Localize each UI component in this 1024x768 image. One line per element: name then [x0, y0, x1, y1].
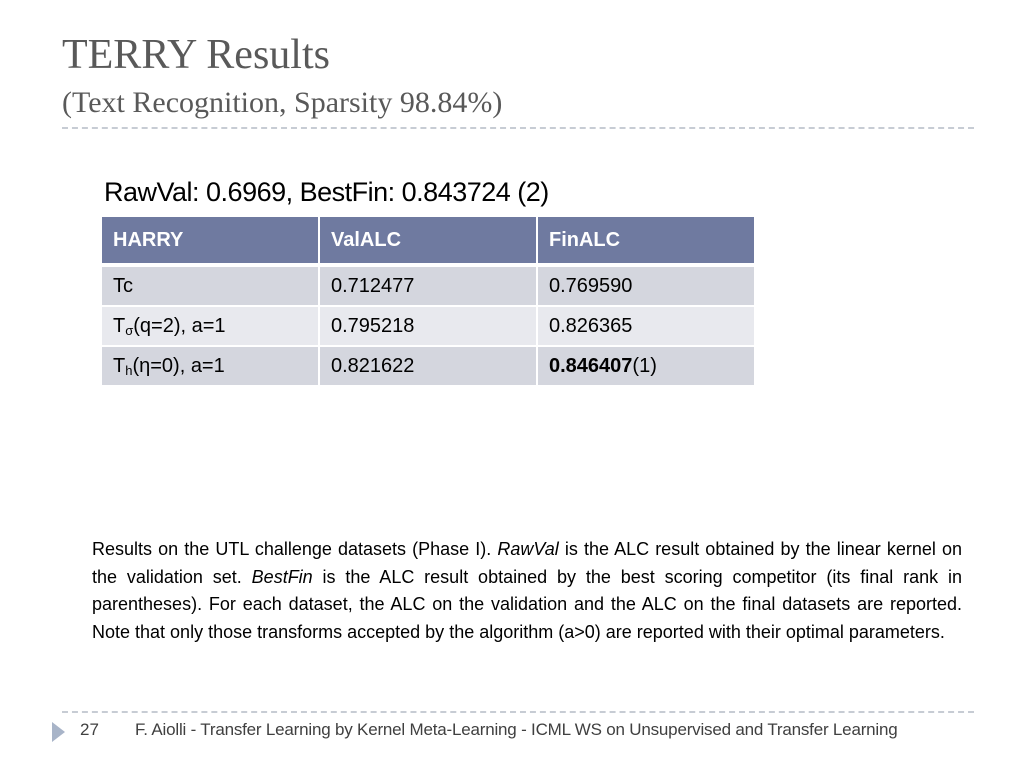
- row-fin-value: 0.769590: [549, 274, 633, 297]
- table-row: [101, 265, 755, 306]
- row-name-sub: σ: [125, 322, 134, 338]
- results-table: [100, 215, 756, 387]
- caption-part-1: Results on the UTL challenge datasets (Phase I).: [92, 539, 498, 559]
- caption-rawval: RawVal: [497, 539, 559, 559]
- slide-title: TERRY Results: [62, 32, 330, 78]
- row-name-sub: h: [125, 362, 133, 378]
- table-row: [101, 346, 755, 386]
- results-headline: RawVal: 0.6969, BestFin: 0.843724 (2): [104, 177, 549, 207]
- row-valalc: 0.795218: [319, 306, 537, 346]
- footer-text: F. Aiolli - Transfer Learning by Kernel Meta-Learning - ICML WS on Unsupervised and Transfer Learning: [135, 720, 898, 739]
- page-number: 27: [80, 720, 99, 739]
- row-name: [101, 346, 319, 386]
- row-name-base: Tc: [113, 274, 133, 297]
- table-header-row: [101, 216, 755, 265]
- row-name-rest: (η=0), a=1: [132, 354, 225, 377]
- top-divider: [62, 127, 974, 129]
- row-fin-bold: 0.846407: [549, 354, 633, 377]
- slide-subtitle: (Text Recognition, Sparsity 98.84%): [62, 86, 503, 119]
- row-name: [101, 265, 319, 306]
- bottom-divider: [62, 711, 974, 713]
- row-fin-value: 0.826365: [549, 314, 633, 337]
- table-row: [101, 306, 755, 346]
- row-fin-rest: (1): [632, 354, 657, 377]
- row-name-rest: (q=2), a=1: [133, 314, 226, 337]
- row-name: [101, 306, 319, 346]
- row-finalc: [537, 265, 755, 306]
- triangle-right-icon: [52, 722, 65, 742]
- caption-bestfin: BestFin: [251, 566, 313, 587]
- caption-part-3: is the ALC result obtained by the best scoring competitor (its final rank in parentheses). For each dataset, the ALC on the validation and the ALC on the final datasets are reported. Note that only those transforms accepted by the algorithm (a>0) are reported with their optimal parameters.: [92, 566, 962, 642]
- row-name-base: T: [113, 314, 126, 337]
- row-name-base: T: [113, 354, 126, 377]
- header-valalc: ValALC: [319, 216, 537, 265]
- row-finalc: [537, 346, 755, 386]
- row-finalc: [537, 306, 755, 346]
- results-caption: [92, 536, 962, 646]
- header-harry: HARRY: [101, 216, 319, 265]
- row-valalc: 0.712477: [319, 265, 537, 306]
- caption-part-2: is the ALC result obtained by the linear kernel on the validation set.: [92, 539, 962, 587]
- row-valalc: 0.821622: [319, 346, 537, 386]
- header-finalc: FinALC: [537, 216, 755, 265]
